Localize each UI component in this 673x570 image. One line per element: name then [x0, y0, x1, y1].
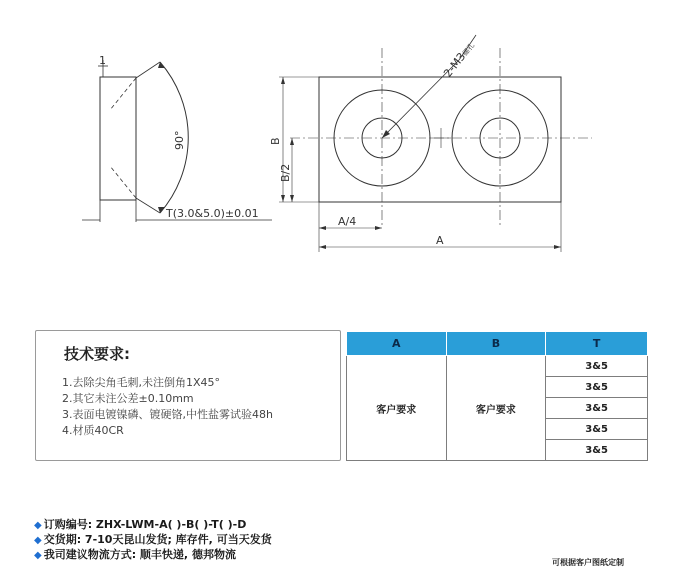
dim-b-half-label: B/2 — [279, 163, 292, 182]
requirements-title: 技术要求: — [64, 345, 130, 363]
table-row — [347, 356, 648, 377]
requirement-item: 3.表面电镀镍磷、镀硬铬,中性盐雾试验48h — [62, 408, 273, 421]
thread-label: 2-M3螺孔 — [441, 41, 477, 80]
requirement-item: 4.材质40CR — [62, 424, 124, 437]
cell-t-value: 3&5 — [546, 398, 648, 419]
requirements-list — [62, 375, 273, 439]
header-t: T — [546, 332, 648, 356]
cell-t-value: 3&5 — [546, 440, 648, 461]
diamond-bullet-icon: ◆ — [34, 535, 42, 546]
diamond-bullet-icon: ◆ — [34, 550, 42, 561]
header-b: B — [446, 332, 546, 356]
logistics-note — [34, 548, 272, 563]
note-text: 交货期: 7-10天昆山发货; 库存件, 可当天发货 — [43, 533, 272, 546]
thickness-label: T(3.0&5.0)±0.01 — [166, 207, 259, 220]
requirement-item: 1.去除尖角毛刺,未注倒角1X45° — [62, 376, 221, 389]
requirement-item: 2.其它未注公差±0.10mm — [62, 392, 194, 405]
custom-drawing-note: 可根据客户图纸定制 — [552, 558, 624, 567]
technical-requirements-box — [35, 330, 341, 461]
header-a: A — [347, 332, 447, 356]
cell-t-value: 3&5 — [546, 419, 648, 440]
spec-table-header — [347, 332, 648, 356]
cell-a-value: 客户要求 — [347, 356, 447, 461]
cell-t-value: 3&5 — [546, 356, 648, 377]
top-tick-label: 1 — [99, 54, 106, 67]
dim-a-label: A — [436, 234, 444, 247]
dim-a-quarter-label: A/4 — [338, 215, 357, 228]
order-code-note — [34, 518, 272, 533]
cell-t-value: 3&5 — [546, 377, 648, 398]
cell-b-value: 客户要求 — [446, 356, 546, 461]
note-text: 我司建议物流方式: 顺丰快递, 德邦物流 — [43, 548, 236, 561]
angle-label: 90° — [173, 130, 186, 150]
technical-drawing — [0, 0, 673, 270]
order-notes — [34, 518, 272, 563]
dim-b-label: B — [269, 137, 282, 145]
top-view — [279, 35, 592, 252]
diamond-bullet-icon: ◆ — [34, 520, 42, 531]
note-text: 订购编号: ZHX-LWM-A( )-B( )-T( )-D — [43, 518, 247, 531]
delivery-note — [34, 533, 272, 548]
spec-table — [346, 331, 648, 461]
